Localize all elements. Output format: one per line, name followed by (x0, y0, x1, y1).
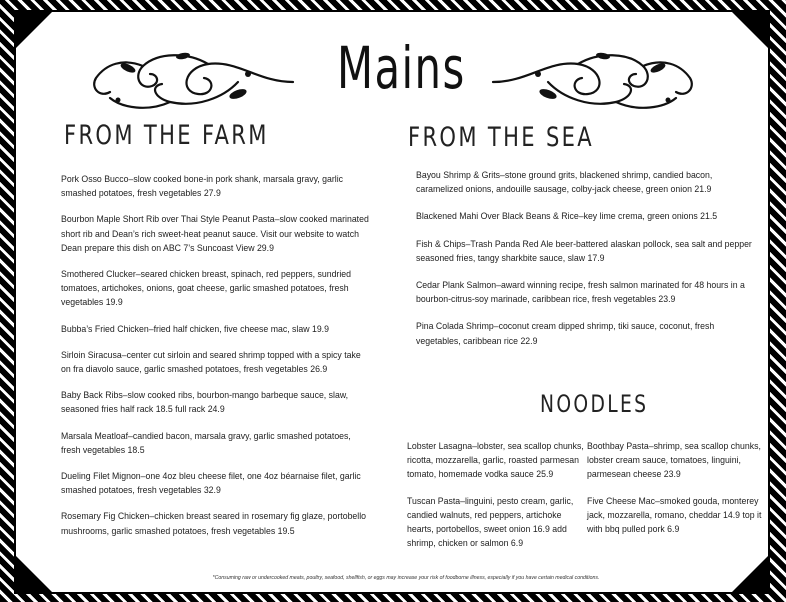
section-heading-noodles: NOODLES (540, 390, 649, 418)
menu-item: Boothbay Pasta–shrimp, sea scallop chunks, lobster cream sauce, tomatoes, linguini, parmesean cheese 23.9 (587, 441, 761, 480)
menu-item: Marsala Meatloaf–candied bacon, marsala gravy, garlic smashed potatoes, fresh vegetables 18.5 (61, 430, 351, 455)
menu-item: Cedar Plank Salmon–award winning recipe, fresh salmon marinated for 48 hours in a bourbon-citrus-soy marinade, caribbean rice, fresh vegetables 23.9 (416, 280, 745, 305)
menu-page (14, 10, 770, 594)
section-heading-sea: FROM THE SEA (408, 122, 595, 153)
corner-ornament (16, 556, 52, 592)
menu-item: Smothered Clucker–seared chicken breast, spinach, red peppers, sundried tomatoes, artichokes, onions, goat cheese, garlic smashed potatoes, fresh vegetables 19.9 (61, 269, 352, 308)
page-title: Mains (337, 34, 466, 102)
farm-menu-list (61, 172, 371, 550)
right-flourish-icon (488, 46, 698, 116)
menu-item: Baby Back Ribs–slow cooked ribs, bourbon-mango barbeque sauce, slaw, seasoned fries half rack 18.5 full rack 24.9 (61, 390, 349, 415)
menu-item: Sirloin Siracusa–center cut sirloin and seared shrimp topped with a spicy take on fra diavolo sauce, garlic smashed potatoes, fresh vegetables 26.9 (61, 349, 361, 375)
noodles-list-left (407, 439, 585, 562)
menu-item: Fish & Chips–Trash Panda Red Ale beer-battered alaskan pollock, sea salt and pepper seasoned fries, tangy sharkbite sauce, slaw 17.9 (416, 238, 752, 263)
menu-item: Bubba’s Fried Chicken–fried half chicken, five cheese mac, slaw 19.9 (61, 323, 329, 334)
menu-item: Rosemary Fig Chicken–chicken breast seared in rosemary fig glaze, portobello mushrooms, garlic smashed potatoes, fresh vegetables 19.5 (61, 511, 367, 536)
menu-item: Lobster Lasagna–lobster, sea scallop chunks, ricotta, mozzarella, garlic, roasted parmesan tomato, homemade vodka sauce 25.9 (407, 441, 584, 480)
menu-item: Pina Colada Shrimp–coconut cream dipped shrimp, tiki sauce, coconut, fresh vegetables, caribbean rice 22.9 (416, 321, 715, 346)
menu-item: Dueling Filet Mignon–one 4oz bleu cheese filet, one 4oz béarnaise filet, garlic smashed potatoes, fresh vegetables 32.9 (61, 471, 361, 496)
left-flourish-icon (88, 46, 298, 116)
food-safety-disclaimer: *Consuming raw or undercooked meats, poultry, seafood, shellfish, or eggs may increase your risk of foodborne illness, especially if you have certain medical conditions. (212, 575, 600, 581)
menu-item: Bourbon Maple Short Rib over Thai Style Peanut Pasta–slow cooked marinated short rib and Dean’s rich sweet-heat peanut sauce. Visit our website to watch Dean prepare this dish on ABC 7’s Suncoast View 29.9 (61, 214, 369, 253)
menu-item: Bayou Shrimp & Grits–stone ground grits, blackened shrimp, candied bacon, caramelized onions, andouille sausage, colby-jack cheese, green onion 21.9 (416, 170, 713, 195)
section-heading-farm: FROM THE FARM (64, 120, 269, 151)
corner-ornament (732, 556, 768, 592)
sea-menu-list (416, 168, 756, 361)
menu-item: Pork Osso Bucco–slow cooked bone-in pork shank, marsala gravy, garlic smashed potatoes, fresh vegetables 27.9 (61, 174, 344, 199)
corner-ornament (732, 12, 768, 48)
menu-item: Five Cheese Mac–smoked gouda, monterey jack, mozzarella, romano, cheddar 14.9 top it with bbq pulled pork 6.9 (587, 495, 762, 535)
menu-item: Blackened Mahi Over Black Beans & Rice–key lime crema, green onions 21.5 (416, 211, 718, 222)
noodles-list-right (587, 439, 763, 548)
menu-item: Tuscan Pasta–linguini, pesto cream, garlic, candied walnuts, red peppers, artichoke hearts, portobellos, sweet onion 16.9 add shrimp, chicken or salmon 6.9 (407, 495, 574, 549)
corner-ornament (16, 12, 52, 48)
